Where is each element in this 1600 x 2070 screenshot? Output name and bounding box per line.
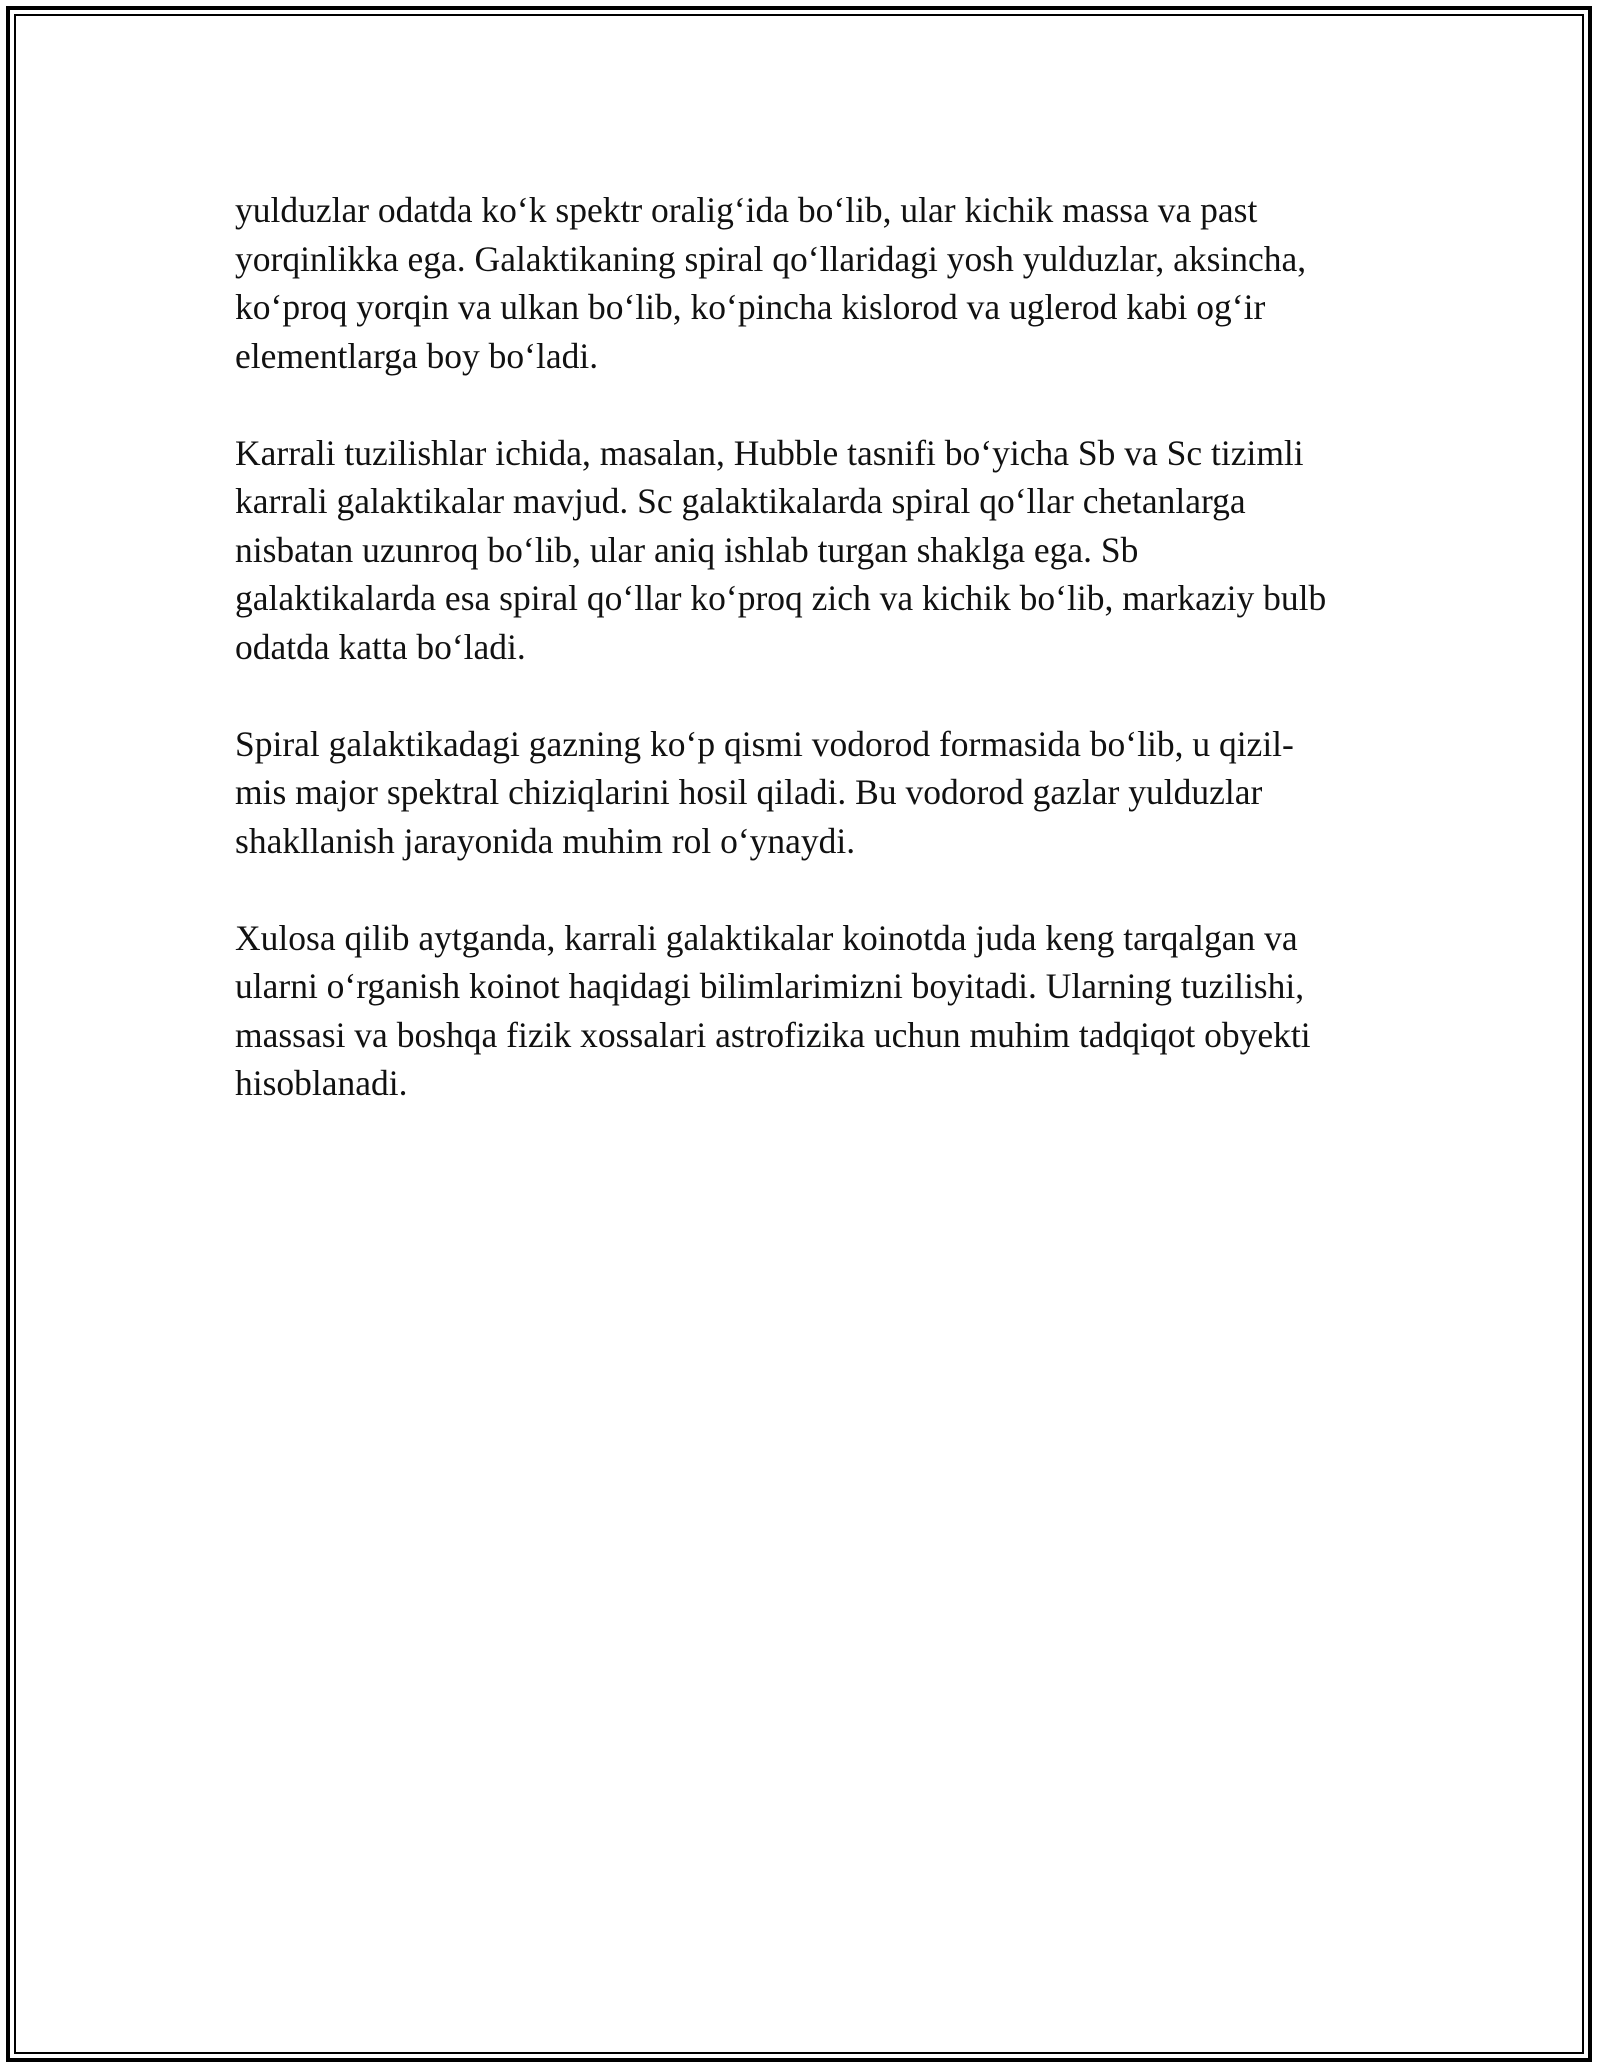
text-line: odatda katta bo‘ladi. [235,626,526,667]
text-line: Xulosa qilib aytganda, karrali galaktikalar koinotda juda keng tarqalgan va [235,917,1298,958]
text-line: massasi va boshqa fizik xossalari astrofizika uchun muhim tadqiqot obyekti [235,1014,1311,1055]
text-line: nisbatan uzunroq bo‘lib, ular aniq ishlab turgan shaklga ega. Sb [235,529,1139,570]
paragraph-1 [235,186,1385,380]
paragraph-4 [235,914,1385,1108]
text-line: yorqinlikka ega. Galaktikaning spiral qo‘llaridagi yosh yulduzlar, aksincha, [235,238,1307,279]
text-line: ko‘proq yorqin va ulkan bo‘lib, ko‘pincha kislorod va uglerod kabi og‘ir [235,287,1266,327]
paragraph-3 [235,720,1385,866]
document-body [235,186,1385,1156]
text-line: karrali galaktikalar mavjud. Sc galaktikalarda spiral qo‘llar chetanlarga [235,481,1246,521]
text-line: shakllanish jarayonida muhim rol o‘ynaydi. [235,820,856,861]
text-line: mis major spektral chiziqlarini hosil qiladi. Bu vodorod gazlar yulduzlar [235,772,1263,812]
text-line: hisoblanadi. [235,1063,408,1103]
text-line: Spiral galaktikadagi gazning ko‘p qismi vodorod formasida bo‘lib, u qizil- [235,723,1294,764]
paragraph-2 [235,429,1385,672]
text-line: galaktikalarda esa spiral qo‘llar ko‘proq zich va kichik bo‘lib, markaziy bulb [235,578,1327,618]
text-line: yulduzlar odatda ko‘k spektr oralig‘ida bo‘lib, ular kichik massa va past [235,190,1258,230]
text-line: ularni o‘rganish koinot haqidagi bilimlarimizni boyitadi. Ularning tuzilishi, [235,966,1305,1006]
text-line: Karrali tuzilishlar ichida, masalan, Hubble tasnifi bo‘yicha Sb va Sc tizimli [235,432,1304,473]
text-line: elementlarga boy bo‘ladi. [235,335,599,376]
